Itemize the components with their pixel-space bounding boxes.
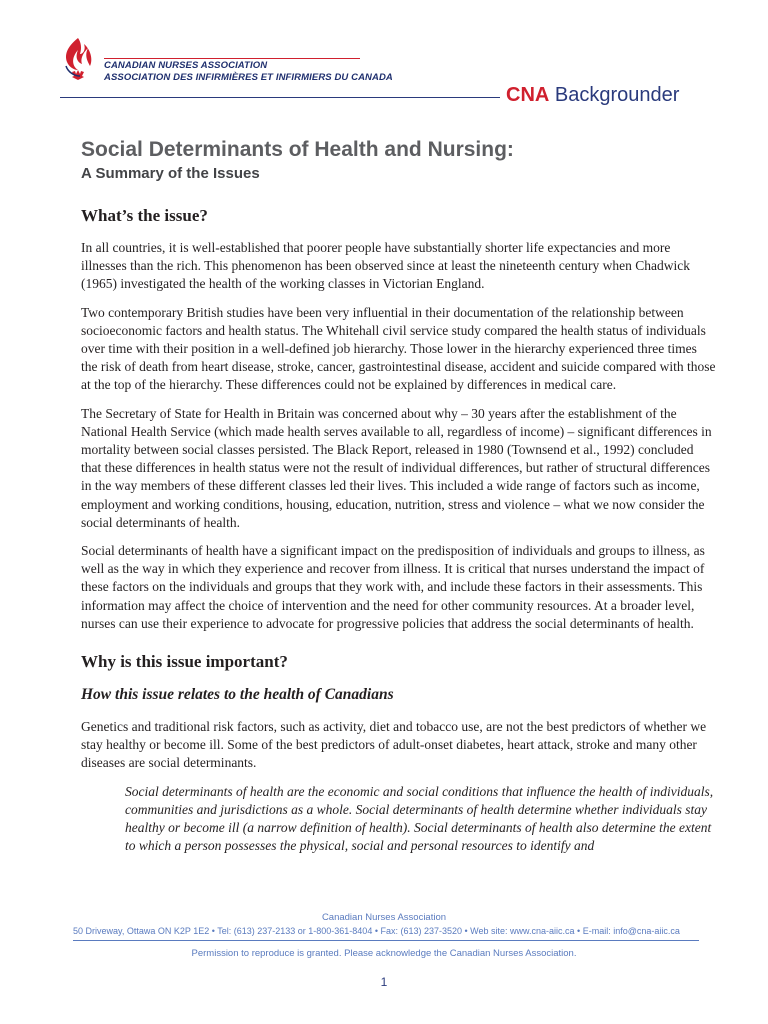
org-name-english: CANADIAN NURSES ASSOCIATION bbox=[104, 60, 268, 71]
page-number: 1 bbox=[380, 975, 388, 989]
paragraph: In all countries, it is well-established that poorer people have substantially shorter life expectancies and more illnesses than the rich. This phenomenon has been observed since at least the nineteenth century when Chadwick (1965) investigated the health of the working classes in Victorian England. bbox=[81, 240, 690, 292]
header-blue-rule bbox=[60, 97, 500, 98]
page-subtitle: A Summary of the Issues bbox=[81, 165, 260, 182]
subsection-heading: How this issue relates to the health of Canadians bbox=[81, 686, 394, 704]
brand-acronym: CNA bbox=[506, 84, 550, 106]
paragraph: The Secretary of State for Health in Britain was concerned about why – 30 years after the establishment of the National Health Service (which made health serves available to all, regardless of income) – significant differences in mortality between social classes persisted. The Black Report, released in 1980 (Townsend et al., 1992) concluded that these differences in health status were not the result of individual differences, but rather of structural differences in the way members of these different classes led their lives. This included a wide range of factors such as income, employment and working conditions, housing, education, nutrition, stress and violence – what we now consider the social determinants of health. bbox=[81, 405, 712, 530]
page-title: Social Determinants of Health and Nursing: bbox=[81, 138, 514, 161]
paragraph: Two contemporary British studies have been very influential in their documentation of the relationship between socioeconomic factors and health status. The Whitehall civil service study compared the health status of individuals over time with their position in a well-defined job hierarchy. Those lower in the hierarchy experienced three times the risk of death from heart disease, stroke, cancer, gastrointestinal disease, accident and suicide compared with those at the top of the hierarchy. These differences could not be explained by differences in medical care. bbox=[81, 304, 716, 393]
footer-permission: Permission to reproduce is granted. Please acknowledge the Canadian Nurses Association. bbox=[191, 948, 577, 959]
footer-rule bbox=[73, 940, 699, 941]
paragraph: Social determinants of health have a significant impact on the predisposition of individuals and groups to illness, as well as the way in which they experience and recover from illness. It is critical that nurses understand the impact of these factors on the individuals and groups that they work with, and include these factors in their assessments. This information may affect the choice of intervention and the need for other community resources. At a broader level, nurses can use their experience to advocate for progressive policies that address the social determinants of health. bbox=[81, 543, 705, 631]
flame-maple-leaf-logo-icon bbox=[58, 36, 98, 82]
section-heading-why-important: Why is this issue important? bbox=[81, 652, 288, 672]
paragraph: Genetics and traditional risk factors, such as activity, diet and tobacco use, are not the best predictors of whether we stay healthy or become ill. Some of the best predictors of adult-onset diabetes, heart attack, stroke and many other diseases are social determinants. bbox=[81, 719, 707, 771]
footer-org-name: Canadian Nurses Association bbox=[321, 912, 447, 923]
header-red-rule bbox=[104, 58, 360, 59]
brand-label bbox=[506, 84, 679, 107]
document-body bbox=[81, 205, 716, 855]
block-quote: Social determinants of health are the economic and social conditions that influence the health of individuals, communities and jurisdictions as a whole. Social determinants of health determine whether individuals stay healthy or become ill (a narrow definition of health). Social determinants of health also determine the extent to which a person possesses the physical, social and personal resources to identify and bbox=[125, 783, 714, 854]
section-heading-whats-the-issue: What’s the issue? bbox=[81, 206, 208, 225]
org-name-french: ASSOCIATION DES INFIRMIÈRES ET INFIRMIERS DU CANADA bbox=[104, 72, 393, 83]
brand-backgrounder: Backgrounder bbox=[554, 84, 680, 106]
footer-contact-info: 50 Driveway, Ottawa ON K2P 1E2 • Tel: (613) 237-2133 or 1-800-361-8404 • Fax: (613) 237-3520 • Web site: www.cna-aiic.ca • E-mail: info@cna-aiic.ca bbox=[73, 926, 680, 936]
